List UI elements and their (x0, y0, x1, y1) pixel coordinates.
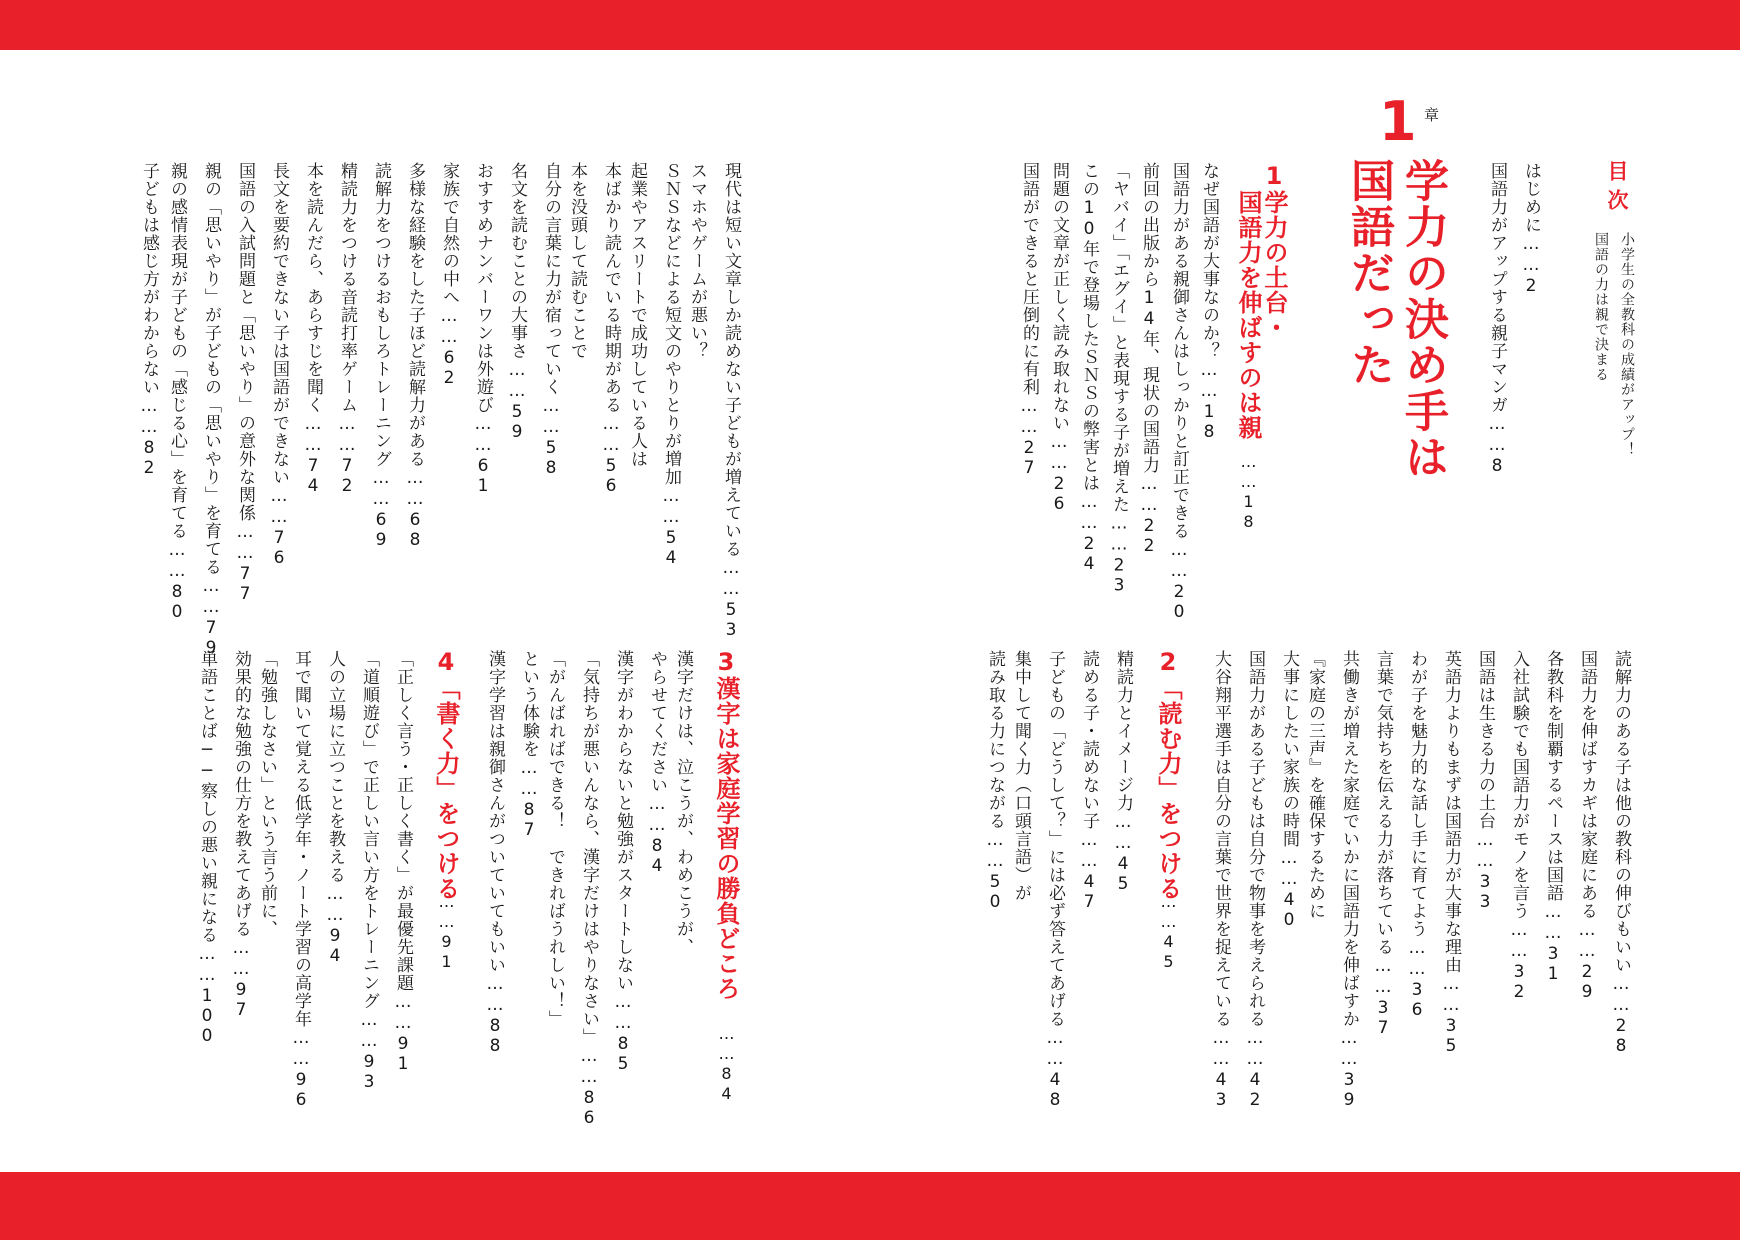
toc-entry[interactable] (1612, 650, 1629, 1056)
toc-entry-page: 32 (1509, 962, 1529, 1002)
toc-entry-page: 24 (1079, 534, 1099, 574)
toc-entry-page: 69 (371, 510, 391, 550)
toc-entry-text: 国語力を伸ばすカギは家庭にある…… (1577, 650, 1597, 962)
toc-entry-text: 国語力がアップする親子マンガ…… (1487, 162, 1507, 456)
toc-entry-text: 国語力がある子どもは自分で物事を考えられる…… (1245, 650, 1265, 1070)
toc-entry-text: 共働きが増えた家庭でいかに国語力を伸ばすか…… (1339, 650, 1359, 1070)
toc-entry[interactable] (602, 162, 619, 496)
section1-title-line2: 国語力を伸ばすのは親 (1234, 190, 1262, 440)
toc-entry[interactable] (1020, 162, 1037, 478)
section1-number: 1 (1260, 162, 1288, 191)
toc-entry-text: 英語力よりもまずは国語力が大事な理由…… (1441, 650, 1461, 1016)
toc-entry-page: 68 (405, 510, 425, 550)
toc-entry[interactable] (1080, 162, 1097, 574)
toc-entry-text: 「正しく言う・正しく書く」が最優先課題…… (393, 650, 413, 1034)
toc-entry-page: 94 (325, 926, 345, 966)
toc-entry-text: 集中して聞く力（口頭言語）が (1011, 650, 1031, 902)
toc-entry[interactable] (1200, 162, 1217, 442)
toc-entry-page: 96 (291, 1070, 311, 1110)
toc-entry-text: 国語は生きる力の土台…… (1475, 650, 1495, 872)
toc-entry-text: 効果的な勉強の仕方を教えてあげる…… (231, 650, 251, 980)
toc-entry-text: 長文を要約できない子は国語ができない…… (269, 162, 289, 528)
toc-entry-page: 59 (507, 402, 527, 442)
toc-entry[interactable] (986, 650, 1003, 912)
toc-entry-page: 100 (197, 986, 217, 1046)
toc-entry-text: 大事にしたい家族の時間…… (1279, 650, 1299, 890)
section4-title: 「書く力」をつける (432, 676, 460, 901)
toc-entry-page: 28 (1611, 1016, 1631, 1056)
toc-entry-text: 本を没頭して読むことで (567, 162, 587, 360)
toc-entry-preface[interactable] (1522, 162, 1539, 296)
toc-entry-page: 42 (1245, 1070, 1265, 1110)
toc-entry-text: 単語ことば──察しの悪い親になる…… (197, 650, 217, 986)
toc-entry[interactable] (1046, 650, 1063, 1110)
toc-entry[interactable] (372, 162, 389, 550)
toc-entry-page: 84 (647, 836, 667, 876)
toc-entry-page: 47 (1079, 872, 1099, 912)
toc-entry-text: 「がんばればできる！ できればうれしい！」 (545, 650, 565, 1028)
toc-entry-page: 85 (613, 1034, 633, 1074)
toc-entry-text: 本ばかり読んでいる時期がある…… (601, 162, 621, 456)
toc-entry[interactable] (568, 162, 585, 360)
toc-entry-text: ＳＮＳなどによる短文のやりとりが増加…… (661, 162, 681, 528)
toc-entry-page: 54 (661, 528, 681, 568)
toc-entry[interactable] (722, 162, 739, 640)
toc-entry[interactable] (580, 650, 597, 1128)
chapter-title-line2: 国語だった (1343, 158, 1394, 388)
toc-entry-page: 36 (1407, 980, 1427, 1020)
toc-entry[interactable] (1246, 650, 1263, 1110)
toc-entry[interactable] (1212, 650, 1229, 1110)
toc-entry[interactable] (1374, 650, 1391, 1038)
toc-entry-text: スマホやゲームが悪い？ (687, 162, 707, 360)
toc-entry-page: 35 (1441, 1016, 1461, 1056)
section2-number: 2 (1154, 648, 1182, 677)
bottom-red-band (0, 1172, 1740, 1240)
toc-entry-page: 58 (541, 438, 561, 478)
toc-entry[interactable] (1340, 650, 1357, 1110)
toc-entry-page: 74 (303, 456, 323, 496)
toc-entry-page: 76 (269, 528, 289, 568)
toc-entry-text: 読解力をつけるおもしろトレーニング…… (371, 162, 391, 510)
toc-entry-text: 国語力がある親御さんはしっかりと訂正できる…… (1169, 162, 1189, 582)
toc-entry-text: 「気持ちが悪いんなら、漢字だけはやりなさい」…… (579, 650, 599, 1088)
section3-title: 漢字は家庭学習の勝負どころ (712, 676, 740, 1001)
toc-entry-page: 88 (485, 1016, 505, 1056)
chapter-number: 1 (1379, 90, 1417, 153)
toc-entry-text: 国語の入試問題と「思いやり」の意外な関係…… (235, 162, 255, 564)
toc-entry-text: 自分の言葉に力が宿っていく…… (541, 162, 561, 438)
toc-entry-page: 26 (1049, 474, 1069, 514)
toc-entry-text: 本を読んだら、あらすじを聞く…… (303, 162, 323, 456)
toc-entry-text: 人の立場に立つことを教える…… (325, 650, 345, 926)
toc-entry-text: 漢字だけは、泣こうが、わめこうが、 (673, 650, 693, 956)
toc-entry[interactable] (394, 650, 411, 1074)
toc-entry-page: 45 (1113, 854, 1133, 894)
toc-entry-page: 97 (231, 980, 251, 1020)
toc-entry-text: 多様な経験をした子ほど読解力がある…… (405, 162, 425, 510)
toc-entry-page: 72 (337, 456, 357, 496)
toc-entry-text: 漢字がわからないと勉強がスタートしない…… (613, 650, 633, 1034)
toc-entry-page: 80 (167, 582, 187, 622)
toc-entry[interactable] (202, 162, 219, 658)
toc-entry[interactable] (270, 162, 287, 568)
section3-number: 3 (712, 648, 740, 677)
toc-entry[interactable] (236, 162, 253, 604)
toc-entry-page: 23 (1109, 555, 1129, 596)
toc-entry-page: 93 (359, 1052, 379, 1092)
toc-entry[interactable] (1080, 650, 1097, 912)
toc-entry-text: 精読力をつける音読打率ゲーム…… (337, 162, 357, 456)
toc-entry-text: 読み取る力につながる…… (985, 650, 1005, 872)
toc-entry-page: 56 (601, 456, 621, 496)
toc-entry-text: 子どもの「どうして？」には必ず答えてあげる…… (1045, 650, 1065, 1070)
toc-entry[interactable] (674, 650, 691, 956)
toc-entry-page: 61 (473, 456, 493, 496)
section1-page: ……18 (1239, 452, 1258, 532)
toc-entry-text: 起業やアスリートで成功している人は (627, 162, 647, 468)
toc-subtitle-line2: 国語の力は親で決まる (1593, 232, 1609, 382)
toc-entry[interactable] (406, 162, 423, 550)
toc-entry[interactable] (440, 162, 457, 388)
toc-entry-text: わが子を魅力的な話し手に育てよう…… (1407, 650, 1427, 980)
toc-entry[interactable] (360, 650, 377, 1092)
toc-entry[interactable] (614, 650, 631, 1074)
toc-entry-page: 82 (139, 438, 159, 478)
toc-entry-page: 53 (721, 600, 741, 640)
section4-page: ……91 (437, 892, 456, 972)
toc-entry[interactable] (1408, 650, 1425, 1020)
toc-entry-page: 27 (1019, 438, 1039, 478)
toc-entry-page: 43 (1211, 1070, 1231, 1110)
toc-entry-page: 33 (1475, 872, 1495, 912)
toc-entry-manga[interactable] (1488, 162, 1505, 476)
toc-entry-text: 子どもは感じ方がわからない…… (139, 162, 159, 438)
toc-entry-page: 48 (1045, 1070, 1065, 1110)
section1-title-line1: 学力の土台・ (1260, 190, 1288, 340)
toc-entry[interactable] (198, 650, 215, 1046)
toc-entry-text: 言葉で気持ちを伝える力が落ちている…… (1373, 650, 1393, 998)
toc-entry-text: 名文を読むことの大事さ…… (507, 162, 527, 402)
toc-subtitle-line1: 小学生の全教科の成績がアップ！ (1619, 232, 1635, 457)
toc-entry-page: 86 (579, 1088, 599, 1128)
toc-entry[interactable] (648, 650, 665, 876)
toc-entry-text: 『家庭の三声』を確保するために (1305, 650, 1325, 920)
toc-entry[interactable] (688, 162, 705, 360)
toc-entry[interactable] (520, 650, 537, 840)
toc-entry[interactable] (1578, 650, 1595, 1002)
toc-entry-text: 精読力とイメージ力…… (1113, 650, 1133, 854)
toc-entry-text: 各教科を制覇するペースは国語…… (1543, 650, 1563, 944)
toc-entry-page: 91 (393, 1034, 413, 1074)
toc-entry[interactable] (1544, 650, 1561, 984)
toc-entry[interactable] (168, 162, 185, 622)
toc-entry[interactable] (1476, 650, 1493, 912)
chapter-title-line1: 学力の決め手は (1397, 158, 1448, 480)
toc-entry-page: 37 (1373, 998, 1393, 1038)
toc-entry-text: やらせてください…… (647, 650, 667, 836)
toc-entry-text: 国語ができると圧倒的に有利…… (1019, 162, 1039, 438)
toc-entry-page: 29 (1577, 962, 1597, 1002)
toc-entry-text: 「ヤバイ」「エグイ」と表現する子が増えた…… (1109, 162, 1129, 556)
toc-entry[interactable] (140, 162, 157, 478)
toc-entry-page: 8 (1487, 456, 1507, 476)
toc-entry-page: 40 (1279, 890, 1299, 930)
toc-entry-text: おすすめナンバーワンは外遊び…… (473, 162, 493, 456)
toc-entry-text: 親の「思いやり」が子どもの「思いやり」を育てる…… (201, 162, 221, 618)
toc-entry-text: この10年で登場したＳＮＳの弊害とは…… (1079, 162, 1099, 534)
chapter-suffix: 章 (1424, 106, 1440, 124)
toc-entry[interactable] (304, 162, 321, 496)
toc-entry[interactable] (508, 162, 525, 442)
toc-entry-page: 50 (985, 872, 1005, 912)
toc-entry-text: 現代は短い文章しか読めない子どもが増えている…… (721, 162, 741, 600)
toc-entry[interactable] (1012, 650, 1029, 902)
toc-entry-page: 22 (1139, 516, 1159, 556)
toc-entry[interactable] (486, 650, 503, 1056)
toc-entry[interactable] (1280, 650, 1297, 930)
toc-entry[interactable] (1442, 650, 1459, 1056)
toc-entry[interactable] (1510, 650, 1527, 1002)
toc-entry-text: 前回の出版から14年、現状の国語力…… (1139, 162, 1159, 516)
toc-entry[interactable] (1140, 162, 1157, 556)
toc-entry[interactable] (232, 650, 249, 1020)
toc-entry-page: 20 (1169, 582, 1189, 622)
toc-entry-text: 漢字学習は親御さんがついていてもいい…… (485, 650, 505, 1016)
toc-entry-page: 18 (1199, 402, 1219, 442)
toc-entry-text: 読める子・読めない子…… (1079, 650, 1099, 872)
toc-entry[interactable] (628, 162, 645, 468)
toc-entry[interactable] (292, 650, 309, 1110)
toc-entry[interactable] (474, 162, 491, 496)
toc-entry-page: 39 (1339, 1070, 1359, 1110)
toc-entry-page: 77 (235, 564, 255, 604)
toc-entry-text: 「道順遊び」で正しい言い方をトレーニング…… (359, 650, 379, 1052)
section4-number: 4 (432, 648, 460, 677)
section2-title: 「読む力」をつける (1154, 676, 1182, 901)
section3-page: ……84 (717, 1024, 736, 1104)
toc-entry[interactable] (1050, 162, 1067, 514)
toc-entry-text: なぜ国語が大事なのか？…… (1199, 162, 1219, 402)
toc-entry-text: はじめに…… (1521, 162, 1541, 276)
toc-entry[interactable] (338, 162, 355, 496)
toc-entry[interactable] (1306, 650, 1323, 920)
toc-entry-text: 耳で聞いて覚える低学年・ノート学習の高学年…… (291, 650, 311, 1070)
toc-entry[interactable] (326, 650, 343, 966)
toc-entry-page: 79 (201, 618, 221, 658)
toc-entry-page: 2 (1521, 276, 1541, 296)
toc-entry[interactable] (1114, 650, 1131, 894)
toc-entry-text: 大谷翔平選手は自分の言葉で世界を捉えている…… (1211, 650, 1231, 1070)
toc-entry-text: 読解力のある子は他の教科の伸びもいい…… (1611, 650, 1631, 1016)
toc-title: 目次 (1605, 160, 1629, 218)
toc-entry-text: という体験を…… (519, 650, 539, 800)
toc-entry-text: 親の感情表現が子どもの「感じる心」を育てる…… (167, 162, 187, 582)
toc-entry-page: 62 (439, 348, 459, 388)
toc-entry-text: 入社試験でも国語力がモノを言う…… (1509, 650, 1529, 962)
toc-entry-text: 「勉強しなさい」という言う前に、 (257, 650, 277, 938)
toc-entry-text: 家族で自然の中へ…… (439, 162, 459, 348)
toc-entry[interactable] (542, 162, 559, 478)
toc-entry[interactable] (1110, 162, 1127, 596)
toc-entry[interactable] (1170, 162, 1187, 622)
toc-entry-text: 問題の文章が正しく読み取れない…… (1049, 162, 1069, 474)
toc-entry[interactable] (546, 650, 563, 1028)
toc-entry[interactable] (258, 650, 275, 938)
section2-page: ……45 (1159, 892, 1178, 972)
toc-entry[interactable] (662, 162, 679, 568)
top-red-band (0, 0, 1740, 50)
toc-entry-page: 87 (519, 800, 539, 840)
toc-entry-page: 31 (1543, 944, 1563, 984)
